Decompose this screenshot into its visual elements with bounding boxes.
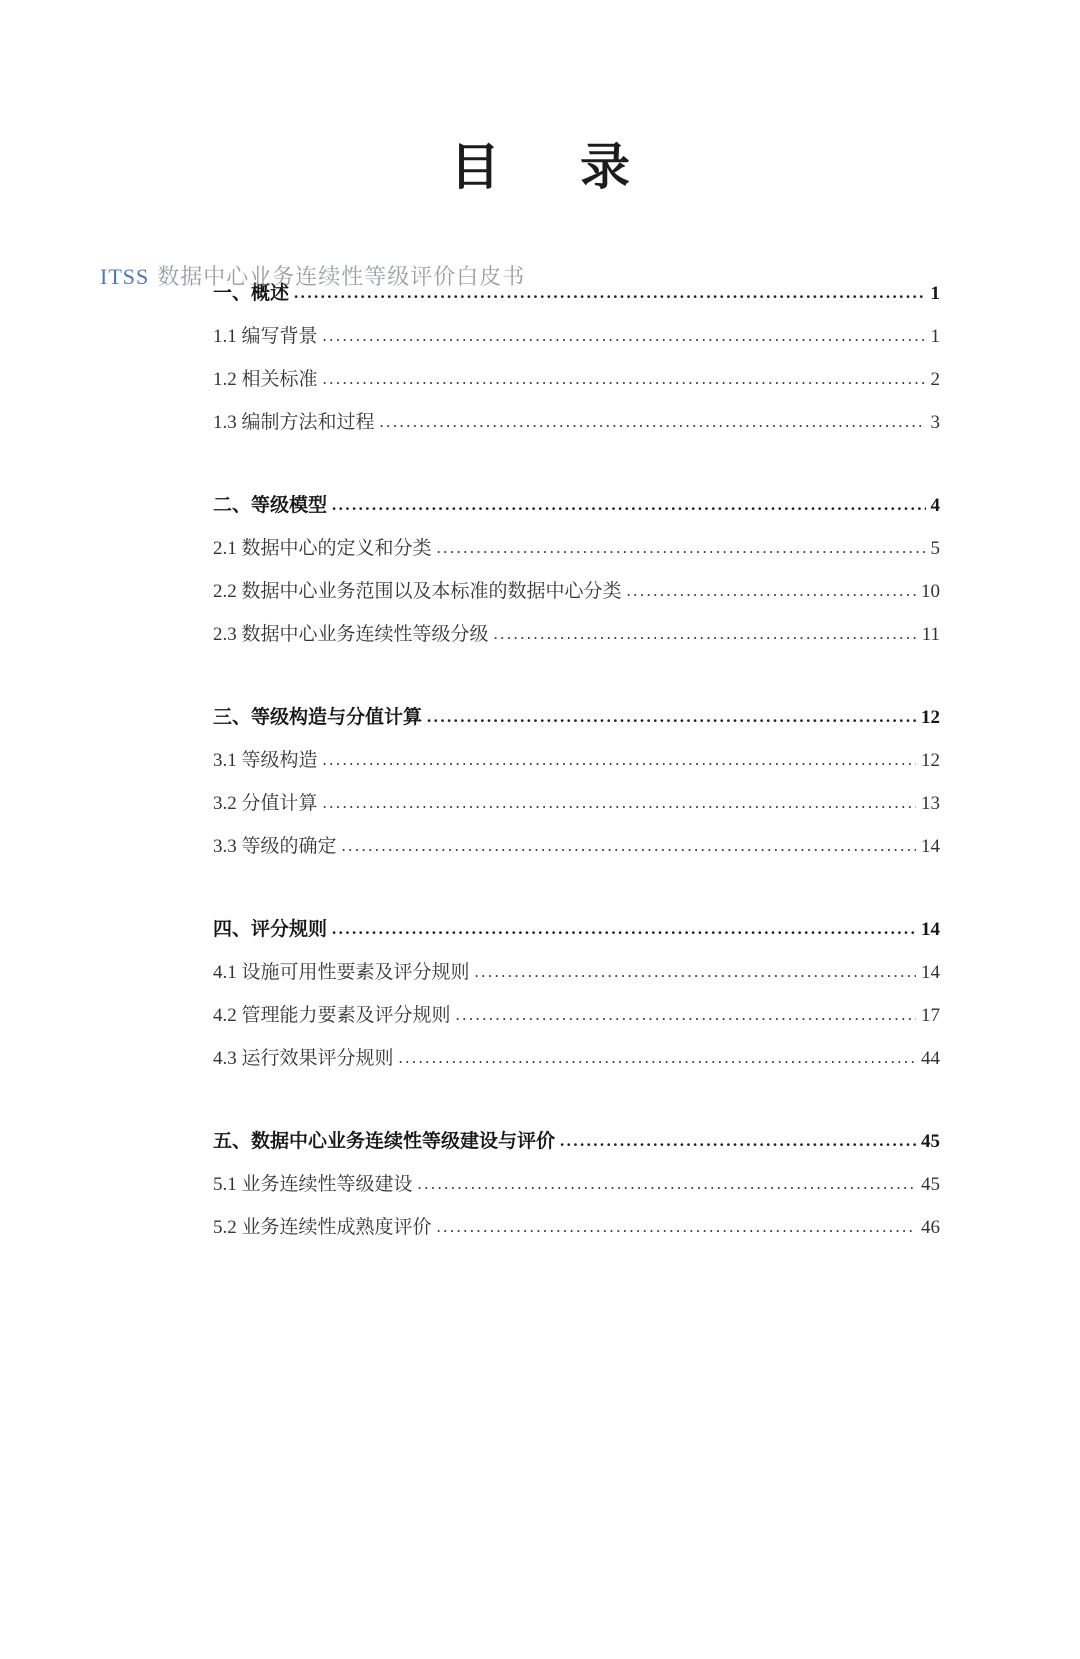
toc-item-row[interactable] [213, 951, 940, 994]
dot-leader [437, 1205, 916, 1248]
dot-leader [323, 781, 916, 824]
toc-entry-label: 5.2 业务连续性成熟度评价 [213, 1217, 432, 1238]
toc-entry-page: 46 [921, 1217, 940, 1238]
dot-leader [475, 950, 916, 993]
toc-entry-page: 12 [921, 750, 940, 771]
dot-leader [332, 907, 916, 950]
toc-entry-page: 45 [921, 1174, 940, 1195]
toc-entry-label: 2.1 数据中心的定义和分类 [213, 538, 432, 559]
toc-entry-page: 14 [921, 919, 940, 940]
toc-entry-label: 五、数据中心业务连续性等级建设与评价 [213, 1131, 556, 1152]
dot-leader [380, 400, 926, 443]
toc-entry-label: 4.2 管理能力要素及评分规则 [213, 1005, 451, 1026]
toc-item-row[interactable] [213, 570, 940, 613]
toc-section-row[interactable] [213, 484, 940, 527]
itss-brand-label: ITSS [100, 264, 150, 289]
dot-leader [323, 738, 916, 781]
toc-item-row[interactable] [213, 739, 940, 782]
dot-leader [342, 824, 916, 867]
toc-entry-label: 2.3 数据中心业务连续性等级分级 [213, 624, 489, 645]
toc-entry-label: 4.3 运行效果评分规则 [213, 1048, 394, 1069]
toc-entry-page: 2 [930, 369, 940, 390]
toc-entry-label: 3.3 等级的确定 [213, 836, 337, 857]
toc-title: 目 录 [450, 139, 645, 195]
toc-entry-page: 12 [921, 707, 940, 728]
toc-entry-label: 二、等级模型 [213, 495, 328, 516]
toc-entry-label: 1.2 相关标准 [213, 369, 318, 390]
toc-item-row[interactable] [213, 994, 940, 1037]
toc-section-row[interactable] [213, 908, 940, 951]
dot-leader [494, 612, 917, 655]
toc-entry-page: 13 [921, 793, 940, 814]
toc-entry-page: 11 [921, 624, 940, 645]
toc-item-row[interactable] [213, 1206, 940, 1249]
toc-item-row[interactable] [213, 1163, 940, 1206]
toc-item-row[interactable] [213, 527, 940, 570]
toc-section-row[interactable] [213, 1120, 940, 1163]
toc-entry-page: 1 [930, 326, 940, 347]
dot-leader [332, 483, 925, 526]
dot-leader [427, 695, 916, 738]
dot-leader [399, 1036, 916, 1079]
toc-entry-label: 一、概述 [213, 283, 290, 304]
toc-entry-page: 3 [930, 412, 940, 433]
toc-entry-page: 14 [921, 962, 940, 983]
toc-item-row[interactable] [213, 358, 940, 401]
dot-leader [456, 993, 916, 1036]
toc-page [0, 132, 1080, 1659]
dot-leader [323, 314, 926, 357]
toc-entry-label: 2.2 数据中心业务范围以及本标准的数据中心分类 [213, 581, 622, 602]
toc-entry-page: 17 [921, 1005, 940, 1026]
document-title: 数据中心业务连续性等级评价白皮书 [157, 264, 526, 289]
toc-entry-label: 3.1 等级构造 [213, 750, 318, 771]
toc-item-row[interactable] [213, 315, 940, 358]
dot-leader [323, 357, 926, 400]
toc-entry-page: 45 [921, 1131, 940, 1152]
dot-leader [437, 526, 926, 569]
toc-entry-page: 14 [921, 836, 940, 857]
toc-item-row[interactable] [213, 1037, 940, 1080]
toc-entry-label: 1.1 编写背景 [213, 326, 318, 347]
toc-section-row[interactable] [213, 272, 940, 315]
toc-entry-page: 44 [921, 1048, 940, 1069]
toc-entry-label: 1.3 编制方法和过程 [213, 412, 375, 433]
dot-leader [627, 569, 916, 612]
toc-item-row[interactable] [213, 613, 940, 656]
toc-section-row[interactable] [213, 696, 940, 739]
toc-entry-label: 四、评分规则 [213, 919, 328, 940]
toc-item-row[interactable] [213, 825, 940, 868]
toc-item-row[interactable] [213, 401, 940, 444]
toc-entry-label: 5.1 业务连续性等级建设 [213, 1174, 413, 1195]
toc-list [213, 272, 940, 1249]
toc-entry-label: 三、等级构造与分值计算 [213, 707, 423, 728]
toc-entry-label: 4.1 设施可用性要素及评分规则 [213, 962, 470, 983]
toc-entry-page: 1 [930, 283, 940, 304]
dot-leader [560, 1119, 916, 1162]
toc-item-row[interactable] [213, 782, 940, 825]
toc-entry-label: 3.2 分值计算 [213, 793, 318, 814]
toc-entry-page: 10 [921, 581, 940, 602]
toc-entry-page: 5 [930, 538, 940, 559]
toc-entry-page: 4 [930, 495, 940, 516]
dot-leader [294, 271, 925, 314]
dot-leader [418, 1162, 916, 1205]
